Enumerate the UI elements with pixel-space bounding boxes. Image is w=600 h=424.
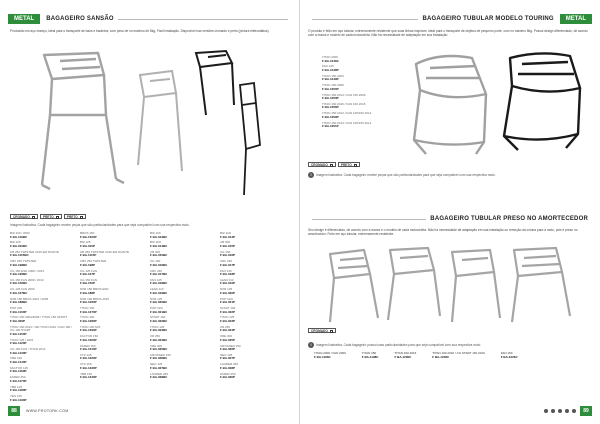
product-description: O produto é feito em aço tubular, extremamente resistente que suas linhas inspiram. Ideal para o transporte de objetos de pequeno porte, com no máximo 8kg. Possui design diferenciado, de acordo com a marca e modelo de cada motocicleta. Não há necessidade de adaptação em sua instalação. [308,29,588,38]
model-name: FACTOR 150 [80,334,98,339]
model-name: FACTOR 125 [10,365,28,370]
touring-model-list [322,56,402,131]
product-code: F BA-150P [80,281,96,286]
model-name: TITAN 150 2009 [322,83,344,88]
model-item [80,232,142,239]
model-name: NEO 125 [150,362,163,367]
model-item [220,241,282,248]
model-name: TITAN 150 2014 / FAN 125/150 2014 [322,111,372,116]
model-column [150,232,212,404]
product-code: F BA-1226C [500,354,518,359]
model-name: START 160 [150,315,166,320]
model-item [80,307,142,314]
model-name: CRF 230 [150,268,163,273]
product-code: F BA-1218C [432,354,450,359]
model-name: CG 160 [220,249,231,254]
model-item [394,352,416,359]
shock-rack-photos [320,244,580,328]
model-name: FAN 125 [220,268,232,273]
shock-rack-2 [388,248,440,320]
model-name: TITAN 125 [150,324,165,329]
model-item [150,316,212,323]
instagram-icon[interactable] [565,409,569,413]
model-name: NXR 125 [150,296,163,301]
model-name: TITAN 160 2016 / FAN 160 2016 [322,101,366,106]
model-name: TITAN 160 2016 [394,351,417,355]
model-item [10,260,72,267]
model-item [150,298,212,305]
model-name: POP 110I [150,306,163,310]
model-item [150,279,212,286]
model-name: BIZ 110I [220,231,232,235]
model-item [10,241,72,248]
model-item [322,94,402,101]
model-item [322,103,402,110]
product-code: F BA-1170P [10,378,27,383]
model-item [10,307,72,314]
twitter-icon[interactable] [551,409,555,413]
model-name: CB 250 TWISTER 2016 EM DIANTE [80,249,129,254]
illustrative-note: ! Imagem ilustrativa. Cada bagageiro recebe peças que são particularidades para que seja compatível com sua respectiva moto. [308,172,592,178]
model-name: LANDER 250 [150,371,169,376]
product-code: F BA-016BC [150,262,168,267]
model-name: CG 150 FAN [80,277,98,282]
model-item [220,288,282,295]
model-item [322,112,402,119]
product-code: F BA-1048P [322,67,339,72]
model-item [80,288,142,295]
model-name: YBR 125 [10,384,23,389]
product-code: F BA-1160P [10,369,27,374]
model-name: XTZ 125 [80,352,92,357]
product-code: F BA-198P [80,262,96,267]
model-item [80,335,142,342]
model-item [10,386,72,393]
model-name: NXR 125 [220,287,233,292]
model-item [220,307,282,314]
model-item [80,316,142,323]
model-item [220,373,282,380]
model-name: CG 150 FAN / TITAN 2014 [10,347,46,352]
product-code: F BA-1190P [10,397,27,402]
model-name: LEAD 110 [220,277,234,282]
model-item [150,335,212,342]
chrome-rack-large [42,53,124,189]
social-icons [544,409,576,413]
model-name: YBR 150 [80,371,93,376]
black-rack-front [240,83,260,195]
model-item [220,326,282,333]
model-item [80,270,142,277]
color-legend-2 [308,328,336,333]
product-code: F BA-107BC [10,290,28,295]
model-item [150,232,212,239]
product-code: F BA-027P [220,356,236,361]
model-name: BIZ 125 [80,240,91,245]
right-footer [308,406,592,416]
product-code: F BA-030P [220,375,236,380]
model-name: CB 300 [220,240,231,245]
product-code: F BA-026P [220,347,236,352]
model-item [10,251,72,258]
model-item [10,357,72,364]
model-item [10,395,72,402]
model-name: CROSSER 150 [220,343,241,348]
model-item [10,376,72,383]
model-name: XRE 190 [10,356,23,361]
model-name: TITAN 150 2004 [322,73,344,78]
model-name: CBX 250 TWISTER [10,259,37,264]
model-item [220,232,282,239]
sansao-rack-photos [20,45,280,205]
model-name: TITAN 150 [361,351,377,355]
model-name: TITAN 160 2016 / CG START 160 2016 [432,351,485,355]
model-item [220,270,282,277]
product-code: F BA-1056P [322,105,339,110]
model-name: CB 300 [150,249,161,254]
product-code: F BA-010BC [10,243,28,248]
product-code: F BA-1150P [10,331,27,336]
product-code: F BA-1198C [361,354,379,359]
product-code: F BA-016P [220,253,236,258]
model-name: NXR 160 BROS 2015 [80,296,110,301]
model-item [150,363,212,370]
model-name: CG 150 FAN 2009 / 2013 [10,277,44,282]
section-title: BAGAGEIRO SANSÃO [46,16,114,22]
model-name: FAZER 250 [10,375,26,380]
model-item [80,363,142,370]
product-code: F BA-026BC [150,356,168,361]
product-code: F BA-1053P [322,96,339,101]
model-name: XR 250 [220,324,231,329]
touring-rack-photos [400,44,590,162]
product-code: F BA-020BC [150,300,168,305]
model-item [220,354,282,361]
product-description: Produzido em aço maciço, ideal para o transporte de baús e bauletos, com peso de no máximo de 8kg. Fácil instalação. Disponível nas versões cromado e preto (pintura eletrostática). [10,29,270,33]
model-name: TITAN 160 [80,315,95,320]
model-item [322,75,402,82]
model-item [10,232,72,239]
product-code: F BA-1100P [10,309,27,314]
legend-chrome: CROMADO [308,328,336,333]
model-name: START 160 [220,306,236,310]
shock-rack-3 [452,250,500,322]
shock-rack-4 [512,248,570,322]
model-item [10,316,72,323]
model-column [220,232,282,404]
model-item [150,251,212,258]
legend-chrome: CROMADO [308,162,336,167]
product-code: F BA-025P [220,337,236,342]
model-item [150,373,212,380]
model-item [432,352,484,359]
section2-title: BAGAGEIRO TUBULAR PRESO NO AMORTECEDOR [430,216,588,222]
model-column [80,232,142,404]
model-name: CRF 230 [220,259,233,264]
product-code: F BA-1300P [80,337,97,342]
model-name: TITAN 150 2014 / FAN 125/150 2014 [322,120,372,125]
model-name: XTZ 150 [80,362,92,367]
product-code: F BA-017P [220,262,236,267]
model-name: BIZ 100 [150,231,161,235]
color-legend [10,214,86,219]
model-item [80,326,142,333]
model-item [10,367,72,374]
product-code: F BA-1200P [80,234,97,239]
model-name: FAN 160 [500,351,513,355]
model-name: TITAN 150 2014 / FAN 150 2009 [322,92,366,97]
model-item [150,326,212,333]
product-code: F BA-025BC [150,347,168,352]
product-code: F BA-029P [10,318,26,323]
model-item [80,241,142,248]
model-name: NXR 150 BROS ESD [80,287,109,292]
model-item [322,122,402,129]
model-item [150,354,212,361]
model-item [322,65,402,72]
product-code: F BA-019P [220,281,236,286]
model-name: TITAN 125 [220,315,235,320]
black-rack-side [196,51,234,115]
model-name: FAN 125 [322,64,334,69]
product-code: F BA-198BC [10,262,28,267]
model-name: TITAN 150 2014 / 160 TITAN 2016 / FAN 160 / CG 160 START [10,324,72,333]
whatsapp-icon[interactable] [572,409,576,413]
illustrative-note: Imagem ilustrativa. Cada bagageiro recebe peças que são particularidades para que seja compatível com sua respectiva moto. [10,223,190,227]
model-name: YES 125 [10,393,22,398]
product-code: F BA-022BC [150,318,168,323]
model-item [322,56,402,63]
product-code: F BA-1280P [80,318,97,323]
product-code: F BA-107P [80,272,96,277]
section2-description: Seu design é diferenciado, de acordo com a marca e o modelo de cada motocicleta. Não há necessidade de adaptação em sua instalação ou remoção da coluna para a moto, pois é preso no amortecedor. Feito em aço tubular, extremamente resistente. [308,228,578,237]
model-name: BIZ 125 [10,240,21,245]
product-code: F BA-1049P [322,77,339,82]
model-item [501,352,518,359]
product-code: F BA-1051P [322,124,339,129]
facebook-icon[interactable] [544,409,548,413]
model-item [80,373,142,380]
model-item [10,279,72,286]
model-name: BROS 150 [80,231,95,235]
product-code: F BA-1260P [80,300,97,305]
model-item [150,270,212,277]
product-code: F BA-196BC [10,272,28,277]
legend-black: PRETO [40,214,62,219]
model-item [150,345,212,352]
model-item [220,363,282,370]
product-code: F BA-1046C [322,58,339,63]
product-code: F BA-024BC [150,337,168,342]
model-item [10,288,72,295]
model-item [10,339,72,346]
product-code: F BA-1200C [394,354,412,359]
website-url[interactable]: WWW.PROTORK.COM [26,409,69,413]
product-code: F BA-022P [220,309,236,314]
product-code: F BA-015P [220,243,236,248]
product-code: F BA-027BC [150,365,168,370]
section-title: BAGAGEIRO TUBULAR MODELO TOURING [422,16,554,22]
shock-rack-1 [330,250,378,322]
model-name: BIZ 110I [150,240,162,245]
product-code: F BA-024P [220,328,236,333]
model-item [150,241,212,248]
product-code: F BA-021P [220,300,236,305]
model-item [10,270,72,277]
model-item [322,84,402,91]
model-name: LANDER 250 [220,362,239,367]
model-item [10,298,72,305]
product-code: F BA-028P [220,365,236,370]
model-name: POP 110I [220,296,233,301]
model-item [80,260,142,267]
model-item [80,298,142,305]
product-code: F BA-028BC [150,375,168,380]
model-name: XRE 300 [150,343,163,348]
product-code: F BA-1130P [10,350,27,355]
header-divider [312,19,418,20]
model-name: BIZ 100 / 2000 [10,231,30,235]
model-name: TITAN 125 / 2001 [10,337,34,342]
model-name: CG 125 FAN 2000 [10,287,35,292]
youtube-icon[interactable] [558,409,562,413]
model-name: FAZER 150 [80,343,96,348]
model-item [220,279,282,286]
model-item [150,288,212,295]
product-code: F BA-1180P [10,388,27,393]
info-icon: ! [308,172,314,178]
page-number: 88 [8,406,20,416]
product-code: F BA-020P [220,290,236,295]
model-name: CG 125 FAN [80,268,98,273]
left-footer [8,406,292,416]
product-code: F BA-017BC [150,272,168,277]
page-number: 89 [580,406,592,416]
legend-black: PRETO [338,162,360,167]
model-item [314,352,346,359]
product-code: F BA-1115P [80,253,97,258]
model-item [80,251,142,258]
product-code: F BA-023P [220,318,236,323]
product-code: F BA-015BC [150,253,168,258]
product-code: F BA-1140P [10,360,27,365]
model-item [220,316,282,323]
product-code: F BA-188P [80,290,96,295]
model-name: TITAN 2000 / FAN 2009 [314,351,346,355]
product-code: F BA-1270P [80,309,97,314]
right-header-bar [308,14,592,24]
model-item [220,260,282,267]
model-item [150,307,212,314]
model-item [220,345,282,352]
product-code: F BA-013BC [150,234,168,239]
model-item [220,298,282,305]
model-item [220,251,282,258]
legend-black-2: PRETO [64,214,86,219]
model-item [10,348,72,355]
model-name: XRE 300 [220,334,233,339]
model-name: LEAD 110 [150,287,164,292]
product-code: F BA-1330P [80,365,97,370]
color-legend [308,162,360,167]
model-item [80,354,142,361]
model-name: FAN 125 [150,277,162,282]
chrome-touring-rack [414,56,486,154]
product-code: F BA-1320P [80,356,97,361]
product-code: F BA-1115BC [10,253,29,258]
product-code: F BA-1120P [10,341,27,346]
legend-chrome: CROMADO [10,214,38,219]
model-name: NXR 150 BROS 2003 / 2005 [10,296,49,301]
info-icon: ! [308,342,314,348]
model-name: TITAN 150 MIX [80,324,101,329]
product-code: F BA-019BC [150,290,168,295]
product-code: F BA-1290P [80,328,97,333]
product-code: F BA-018BC [150,281,168,286]
product-code: F BA-021BC [150,309,168,314]
model-name: XR 250 [150,334,161,339]
model-item [10,326,72,337]
category-tag: METAL [8,14,40,24]
model-name: FAZER 250 [220,371,236,376]
product-code: F BA-014BC [150,243,168,248]
product-code: F BA-1310P [80,347,97,352]
product-code: F BA-1340P [80,375,97,380]
shock-model-row [314,352,518,359]
model-item [80,345,142,352]
model-name: CBX 250 TWISTER [80,259,107,264]
section2-header [308,214,592,224]
model-name: CG 150 ESD 2009 / 2013 [10,268,45,273]
model-item [362,352,379,359]
black-touring-rack [504,53,580,150]
product-code: F BA-018P [220,272,236,277]
model-item [150,260,212,267]
model-column [10,232,72,404]
header-divider [118,19,288,20]
model-item [220,335,282,342]
left-header-bar [8,14,292,24]
model-name: CG 160 [150,259,161,264]
product-code: F BA-1059P [322,114,339,119]
product-code: F BA-023BC [150,328,168,333]
product-code: F BA-150BC [10,281,28,286]
model-name: TITAN 150 [80,306,95,310]
right-page [300,0,600,424]
product-code: F BA-014P [220,234,236,239]
chrome-rack-small [138,71,182,171]
category-tag: METAL [560,14,592,24]
product-code: F BA-1196C [314,354,331,359]
illustrative-note-2: ! Imagem ilustrativa. Cada bagageiro possui suas particularidades para que seja compatível com sua respectiva moto. [308,342,592,348]
product-code: F BA-188BC [10,300,28,305]
model-name: TITAN 150 2004/2008 / TITAN 150 SPORT [10,315,68,320]
model-name: TITAN 2000 [322,55,338,59]
model-name: CB 250 TWISTER 2016 EM DIANTE [10,249,59,254]
model-name: CROSSER 150 [150,352,171,357]
model-columns [10,232,282,404]
header-divider [312,219,426,220]
product-code: F BA-010P [80,243,96,248]
model-name: POP 100 [10,306,23,310]
model-item [80,279,142,286]
product-code: F BA-1050P [322,86,339,91]
model-name: NEO 125 [220,352,233,357]
product-code: F BA-110BC [10,234,28,239]
